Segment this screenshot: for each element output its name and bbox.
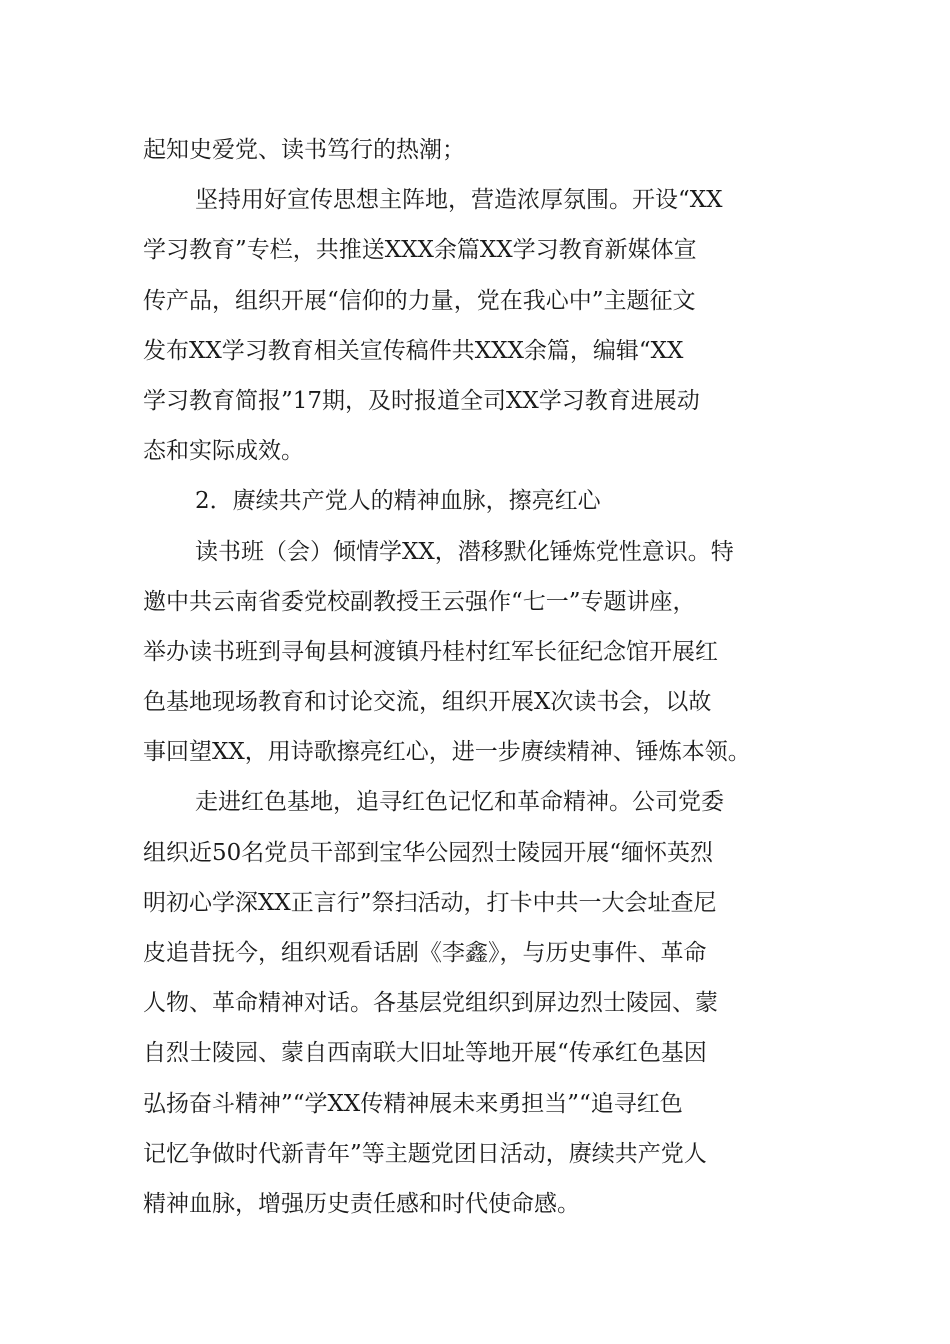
text-line: 起知史爱党、读书笃行的热潮； xyxy=(143,137,465,163)
text-line: 精神血脉，增强历史责任感和时代使命感。 xyxy=(143,1190,580,1217)
text-line: 皮追昔抚今，组织观看话剧《李鑫》，与历史事件、革命 xyxy=(143,940,707,966)
text-line: 弘扬奋斗精神”“学XX传精神展未来勇担当”“追寻红色 xyxy=(143,1090,683,1117)
text-line: 事回望XX，用诗歌擦亮红心，进一步赓续精神、锤炼本领。 xyxy=(143,739,751,766)
document-body xyxy=(143,125,813,1229)
text-line: 组织近50名党员干部到宝华公园烈士陵园开展“缅怀英烈 xyxy=(143,839,714,866)
text-line: 明初心学深XX正言行”祭扫活动，打卡中共一大会址查尼 xyxy=(143,889,717,916)
text-line: 坚持用好宣传思想主阵地，营造浓厚氛围。开设“XX xyxy=(195,187,723,214)
text-line: 邀中共云南省委党校副教授王云强作“七一”专题讲座， xyxy=(143,588,696,615)
text-line: 走进红色基地，追寻红色记忆和革命精神。公司党委 xyxy=(195,789,724,816)
text-line: 发布XX学习教育相关宣传稿件共XXX余篇，编辑“XX xyxy=(143,337,684,364)
text-line: 2．赓续共产党人的精神血脉，擦亮红心 xyxy=(195,488,601,515)
text-line: 态和实际成效。 xyxy=(143,438,304,465)
text-line: 传产品，组织开展“信仰的力量，党在我心中”主题征文 xyxy=(143,287,696,314)
text-line: 读书班（会）倾情学XX，潜移默化锤炼党性意识。特 xyxy=(195,538,734,565)
text-line: 举办读书班到寻甸县柯渡镇丹桂村红军长征纪念馆开展红 xyxy=(143,638,718,665)
text-line: 记忆争做时代新青年”等主题党团日活动，赓续共产党人 xyxy=(143,1140,707,1167)
text-line: 自烈士陵园、蒙自西南联大旧址等地开展“传承红色基因 xyxy=(143,1040,707,1067)
text-line: 学习教育”专栏，共推送XXX余篇XX学习教育新媒体宣 xyxy=(143,237,697,264)
text-line: 色基地现场教育和讨论交流，组织开展X次读书会，以故 xyxy=(143,689,712,716)
text-line: 学习教育简报”17期，及时报道全司XX学习教育进展动 xyxy=(143,387,700,414)
text-line: 人物、革命精神对话。各基层党组织到屏边烈士陵园、蒙 xyxy=(143,990,718,1017)
